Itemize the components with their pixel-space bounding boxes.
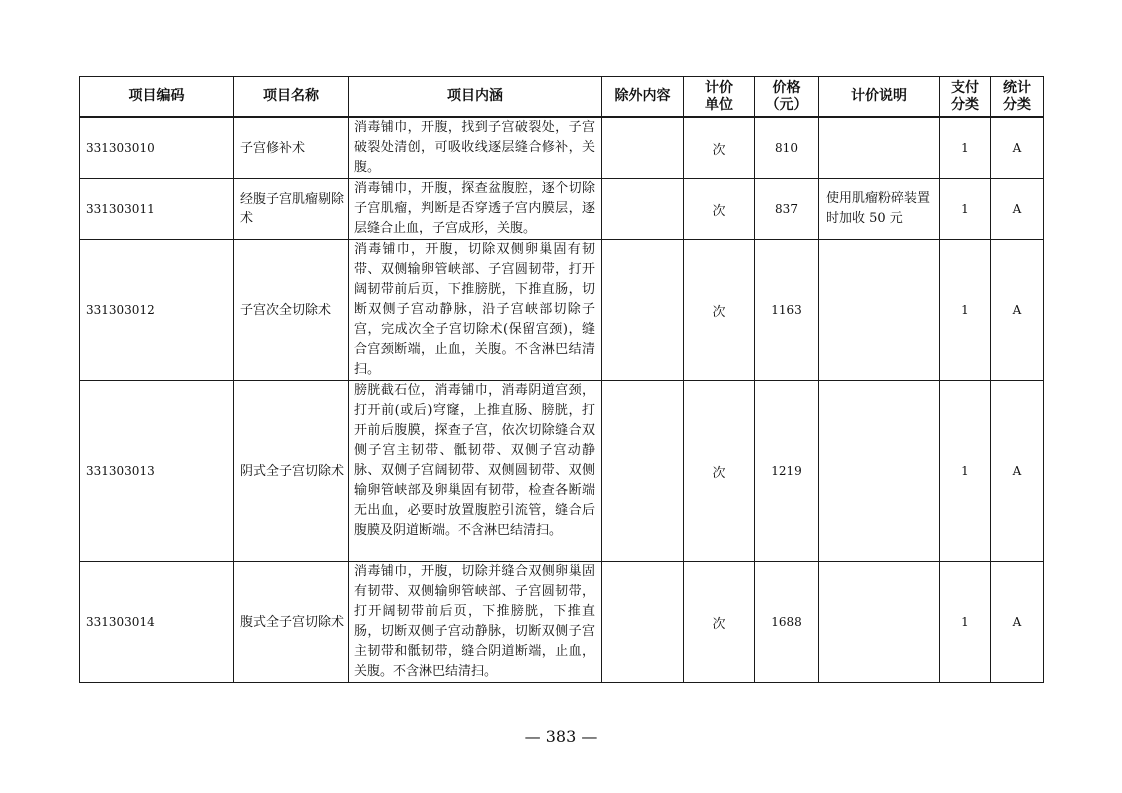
header-excluded: 除外内容	[602, 77, 684, 118]
header-pay-line2: 分类	[951, 96, 979, 113]
cell-price: 1163	[755, 240, 819, 381]
cell-pay: 1	[940, 179, 991, 240]
header-unit	[684, 77, 755, 118]
cell-content: 消毒铺巾，开腹，切除并缝合双侧卵巢固有韧带、双侧输卵管峡部、子宫圆韧带，打开阔韧带前后页，下推膀胱，下推直肠，切断双侧子宫动静脉，切断双侧子宫主韧带和骶韧带，缝合阴道断端，止血，关腹。不含淋巴结清扫。	[349, 562, 602, 683]
header-row	[80, 77, 1044, 118]
table-row	[80, 562, 1044, 683]
cell-content: 消毒铺巾，开腹，切除双侧卵巢固有韧带、双侧输卵管峡部、子宫圆韧带，打开阔韧带前后页，下推膀胱，下推直肠，切断双侧子宫动静脉，沿子宫峡部切除子宫，完成次全子宫切除术(保留宫颈)，缝合宫颈断端，止血，关腹。不含淋巴结清扫。	[349, 240, 602, 381]
cell-unit: 次	[684, 381, 755, 562]
cell-note	[819, 240, 940, 381]
cell-content: 消毒铺巾，开腹，探查盆腹腔，逐个切除子宫肌瘤，判断是否穿透子宫内膜层，逐层缝合止血，子宫成形，关腹。	[349, 179, 602, 240]
cell-code: 331303010	[80, 117, 234, 179]
cell-note	[819, 381, 940, 562]
cell-excluded	[602, 562, 684, 683]
cell-excluded	[602, 381, 684, 562]
cell-unit: 次	[684, 240, 755, 381]
cell-pay: 1	[940, 562, 991, 683]
table-row	[80, 381, 1044, 562]
header-name: 项目名称	[234, 77, 349, 118]
cell-name: 子宫次全切除术	[234, 240, 349, 381]
header-price-line1: 价格	[772, 79, 801, 96]
header-code: 项目编码	[80, 77, 234, 118]
header-stat	[991, 77, 1044, 118]
cell-unit: 次	[684, 562, 755, 683]
cell-price: 810	[755, 117, 819, 179]
cell-stat: A	[991, 240, 1044, 381]
header-stat-line1: 统计	[1003, 79, 1031, 96]
cell-price: 1219	[755, 381, 819, 562]
header-pay-line1: 支付	[951, 79, 979, 96]
cell-pay: 1	[940, 240, 991, 381]
header-unit-line2: 单位	[705, 96, 733, 113]
table-row	[80, 179, 1044, 240]
cell-stat: A	[991, 179, 1044, 240]
cell-code: 331303013	[80, 381, 234, 562]
price-table	[79, 76, 1044, 683]
header-unit-line1: 计价	[705, 79, 733, 96]
cell-name: 阴式全子宫切除术	[234, 381, 349, 562]
cell-excluded	[602, 179, 684, 240]
cell-price: 1688	[755, 562, 819, 683]
cell-stat: A	[991, 381, 1044, 562]
page-number: — 383 —	[524, 727, 598, 746]
cell-code: 331303012	[80, 240, 234, 381]
cell-name: 经腹子宫肌瘤剔除术	[234, 179, 349, 240]
table-row	[80, 117, 1044, 179]
cell-note	[819, 117, 940, 179]
cell-stat: A	[991, 562, 1044, 683]
header-note: 计价说明	[819, 77, 940, 118]
cell-code: 331303014	[80, 562, 234, 683]
cell-unit: 次	[684, 179, 755, 240]
cell-price: 837	[755, 179, 819, 240]
header-content: 项目内涵	[349, 77, 602, 118]
cell-pay: 1	[940, 117, 991, 179]
header-price	[755, 77, 819, 118]
cell-stat: A	[991, 117, 1044, 179]
table-row	[80, 240, 1044, 381]
cell-code: 331303011	[80, 179, 234, 240]
cell-excluded	[602, 117, 684, 179]
cell-unit: 次	[684, 117, 755, 179]
cell-note	[819, 562, 940, 683]
cell-name: 腹式全子宫切除术	[234, 562, 349, 683]
cell-pay: 1	[940, 381, 991, 562]
cell-excluded	[602, 240, 684, 381]
cell-note: 使用肌瘤粉碎装置时加收 50 元	[819, 179, 940, 240]
header-price-line2: （元）	[765, 96, 808, 113]
cell-content: 膀胱截石位，消毒铺巾，消毒阴道宫颈，打开前(或后)穹窿，上推直肠、膀胱，打开前后腹膜，探查子宫，依次切除缝合双侧子宫主韧带、骶韧带、双侧子宫动静脉、双侧子宫阔韧带、双侧圆韧带、双侧输卵管峡部及卵巢固有韧带，检查各断端无出血，必要时放置腹腔引流管，缝合后腹膜及阴道断端。不含淋巴结清扫。	[349, 381, 602, 562]
header-stat-line2: 分类	[1003, 96, 1031, 113]
cell-content: 消毒铺巾，开腹，找到子宫破裂处，子宫破裂处清创，可吸收线逐层缝合修补，关腹。	[349, 117, 602, 179]
cell-name: 子宫修补术	[234, 117, 349, 179]
header-pay	[940, 77, 991, 118]
